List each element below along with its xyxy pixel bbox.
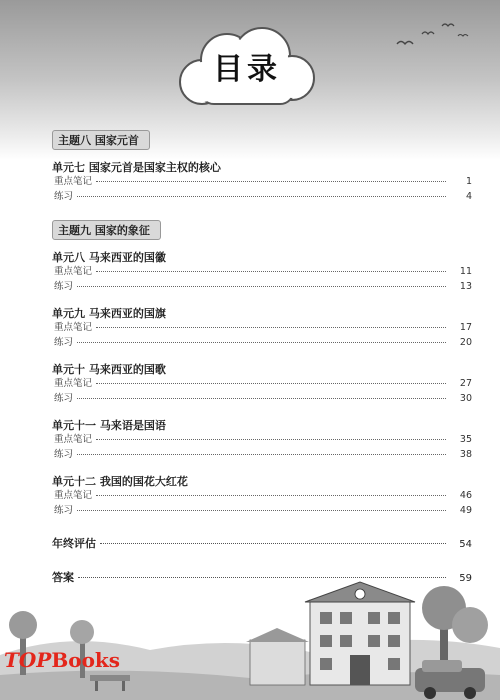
section — [52, 215, 472, 517]
entry-label: 练习 — [54, 281, 74, 292]
dot-leader — [96, 327, 446, 328]
unit-title: 单元十 马来西亚的国歌 — [52, 363, 166, 376]
page-number: 20 — [459, 337, 472, 348]
toc-entry[interactable] — [52, 502, 472, 517]
entry-label: 练习 — [54, 191, 74, 202]
page-title: 目录 — [213, 52, 281, 87]
toc-entry[interactable] — [52, 334, 472, 349]
entry-label: 年终评估 — [52, 537, 96, 550]
table-of-contents — [52, 125, 472, 585]
page-number: 13 — [459, 281, 472, 292]
dot-leader — [77, 342, 446, 343]
unit-title: 单元十二 我国的国花大红花 — [52, 475, 188, 488]
logo-top: TOP — [4, 648, 52, 672]
dot-leader — [77, 286, 446, 287]
unit-title: 单元八 马来西亚的国徽 — [52, 251, 166, 264]
logo-books: Books — [51, 648, 121, 672]
entry-label: 重点笔记 — [54, 378, 93, 389]
section — [52, 125, 472, 203]
dot-leader — [96, 181, 446, 182]
dot-leader — [96, 439, 446, 440]
toc-entry[interactable] — [52, 446, 472, 461]
dot-leader — [77, 510, 446, 511]
dot-leader — [77, 398, 446, 399]
dot-leader — [78, 577, 446, 578]
page-number: 1 — [465, 176, 472, 187]
entry-label: 练习 — [54, 393, 74, 404]
theme-label: 主题九 国家的象征 — [52, 220, 161, 240]
entry-label: 练习 — [54, 337, 74, 348]
entry-label: 重点笔记 — [54, 266, 93, 277]
school-scene-illustration — [0, 580, 500, 700]
unit-title: 单元七 国家元首是国家主权的核心 — [52, 161, 221, 174]
dot-leader — [96, 383, 446, 384]
page-number: 46 — [459, 490, 472, 501]
toc-entry[interactable] — [52, 278, 472, 293]
unit-title: 单元九 马来西亚的国旗 — [52, 307, 166, 320]
theme-label: 主题八 国家元首 — [52, 130, 150, 150]
toc-entry[interactable] — [52, 319, 472, 334]
dot-leader — [77, 454, 446, 455]
page-number: 27 — [459, 378, 472, 389]
page-number: 4 — [465, 191, 472, 202]
page-number: 11 — [459, 266, 472, 277]
publisher-logo — [4, 648, 120, 672]
page-number: 54 — [459, 539, 472, 550]
unit-title: 单元十一 马来语是国语 — [52, 419, 166, 432]
toc-entry[interactable] — [52, 375, 472, 390]
entry-label: 练习 — [54, 505, 74, 516]
page-number: 38 — [459, 449, 472, 460]
toc-entry[interactable] — [52, 188, 472, 203]
page-number: 30 — [459, 393, 472, 404]
dot-leader — [96, 495, 446, 496]
page-number: 35 — [459, 434, 472, 445]
toc-entry-assessment[interactable] — [52, 535, 472, 551]
dot-leader — [100, 543, 446, 544]
dot-leader — [96, 271, 446, 272]
entry-label: 练习 — [54, 449, 74, 460]
dot-leader — [77, 196, 446, 197]
toc-entry[interactable] — [52, 431, 472, 446]
entry-label: 重点笔记 — [54, 176, 93, 187]
page-number: 17 — [459, 322, 472, 333]
birds-illustration — [392, 14, 472, 54]
entry-label: 重点笔记 — [54, 434, 93, 445]
toc-entry[interactable] — [52, 173, 472, 188]
entry-label: 答案 — [52, 571, 74, 584]
page-number: 59 — [459, 573, 472, 584]
toc-entry[interactable] — [52, 390, 472, 405]
toc-entry[interactable] — [52, 263, 472, 278]
page-number: 49 — [459, 505, 472, 516]
entry-label: 重点笔记 — [54, 490, 93, 501]
toc-entry[interactable] — [52, 487, 472, 502]
entry-label: 重点笔记 — [54, 322, 93, 333]
